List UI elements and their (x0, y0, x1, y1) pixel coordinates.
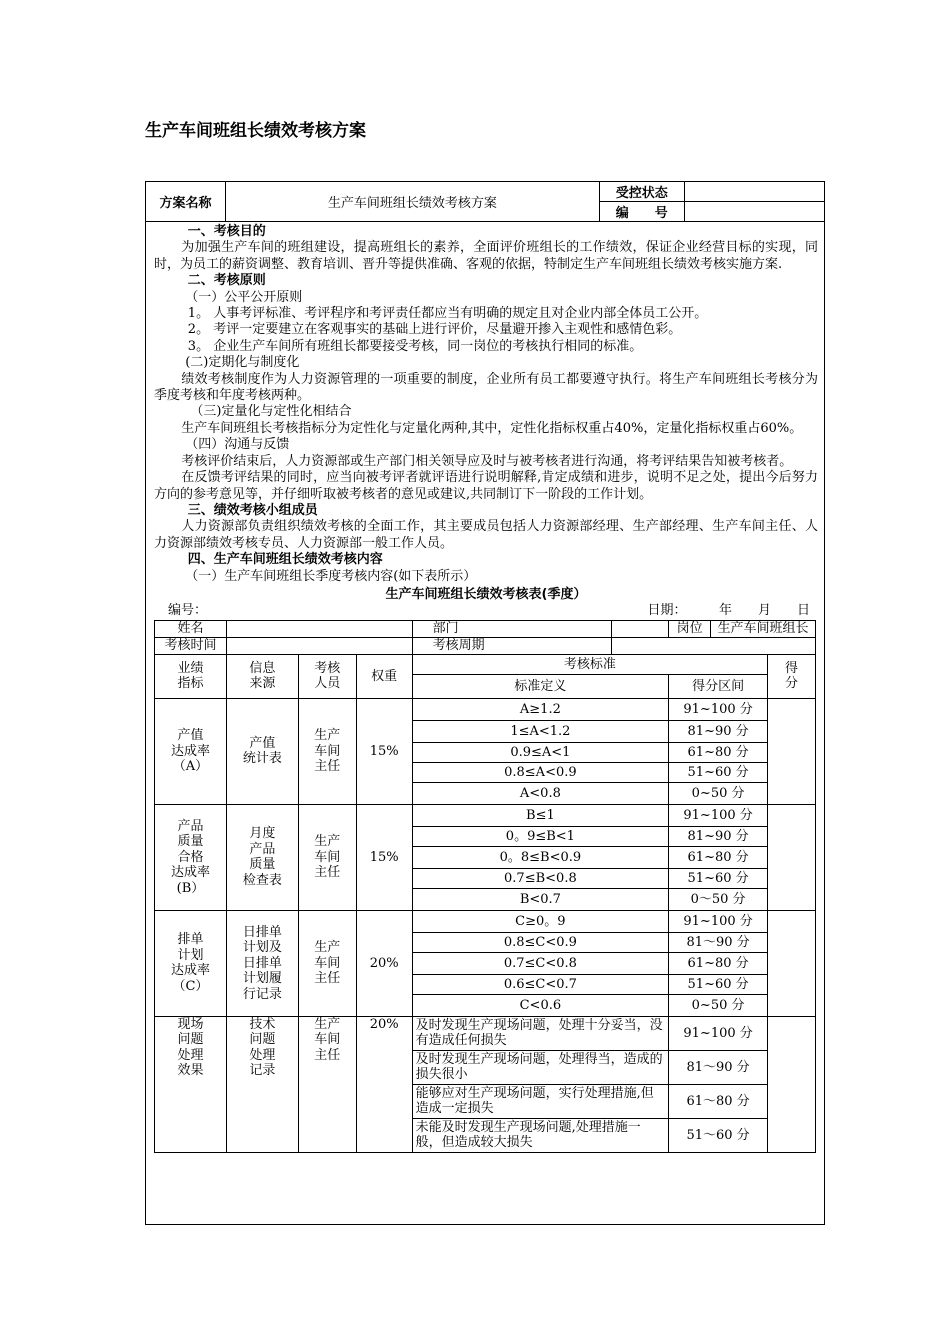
principle-2-text: 绩效考核制度作为人力资源管理的一项重要的制度，企业所有员工都要遵守执行。将生产车间班组长考核分为季度考核和年度考核两种。 (154, 371, 818, 404)
control-status-value[interactable] (684, 182, 824, 202)
score-range: 0～50 分 (669, 888, 768, 910)
score-range: 61~80 分 (669, 846, 768, 868)
standard-definition: 未能及时发现生产现场问题,处理措施一般，但造成较大损失 (412, 1118, 669, 1152)
assessor-cell: 生产 车间 主任 (298, 804, 356, 910)
standard-definition: 0.8≤C<0.9 (412, 932, 669, 952)
dept-value[interactable] (612, 620, 669, 637)
control-status-label: 受控状态 (599, 182, 684, 202)
table-row (155, 804, 816, 826)
score-range: 81～90 分 (669, 1050, 768, 1084)
table-row (155, 1016, 816, 1050)
assessment-table-title: 生产车间班组长绩效考核表(季度） (385, 586, 587, 602)
score-range: 51~60 分 (669, 868, 768, 888)
principle-3-text: 生产车间班组长考核指标分为定性化与定量化两种,其中，定性化指标权重占40%，定量化指标权重占60%。 (181, 420, 803, 436)
principle-3: （三)定量化与定性化相结合 (190, 404, 352, 420)
score-range: 81～90 分 (669, 932, 768, 952)
score-cell[interactable] (768, 698, 816, 804)
standard-definition: 0.9≤A<1 (412, 742, 669, 762)
col-score: 得 分 (768, 654, 816, 698)
standard-definition: C≥0。9 (412, 910, 669, 932)
position-label: 岗位 (669, 620, 711, 637)
section-3-title: 三、绩效考核小组成员 (187, 502, 318, 518)
time-label: 考核时间 (155, 637, 227, 654)
section-4-title: 四、生产车间班组长绩效考核内容 (187, 552, 383, 568)
score-cell[interactable] (768, 804, 816, 910)
standard-definition: B<0.7 (412, 888, 669, 910)
time-value[interactable] (226, 637, 412, 654)
name-value[interactable] (226, 620, 412, 637)
standard-definition: 及时发现生产现场问题，处理十分妥当，没有造成任何损失 (412, 1016, 669, 1050)
indicator-cell: 产值 达成率 （A） (155, 698, 227, 804)
score-range: 61~80 分 (669, 952, 768, 974)
standard-definition: B≤1 (412, 804, 669, 826)
section-1-title: 一、考核目的 (187, 224, 266, 239)
standard-definition: A<0.8 (412, 782, 669, 804)
source-cell: 产值 统计表 (226, 698, 298, 804)
indicator-cell: 产品 质量 合格 达成率 (B） (155, 804, 227, 910)
section-2-title: 二、考核原则 (187, 273, 266, 289)
principle-1-item-3: 3。 企业生产车间所有班组长都要接受考核，同一岗位的考核执行相同的标准。 (187, 338, 643, 354)
standard-definition: 0。9≤B<1 (412, 826, 669, 846)
principle-4-text-1: 考核评价结束后，人力资源部或生产部门相关领导应及时与被考核者进行沟通，将考评结果告知被考核者。 (181, 453, 793, 469)
score-range: 91~100 分 (669, 804, 768, 826)
weight-cell: 20% (356, 910, 412, 1016)
score-range: 61～80 分 (669, 1084, 768, 1118)
weight-cell: 15% (356, 698, 412, 804)
score-cell[interactable] (768, 910, 816, 1016)
col-standard: 考核标准 (412, 654, 767, 674)
score-range: 51~60 分 (669, 974, 768, 994)
position-value: 生产车间班组长 (711, 620, 816, 637)
plan-body (146, 222, 825, 1225)
period-value[interactable] (612, 637, 816, 654)
score-range: 81~90 分 (669, 826, 768, 846)
standard-definition: C<0.6 (412, 994, 669, 1016)
weight-cell: 15% (356, 804, 412, 910)
score-range: 0~50 分 (669, 994, 768, 1016)
col-range: 得分区间 (669, 674, 768, 698)
document-title: 生产车间班组长绩效考核方案 (145, 121, 366, 141)
assessor-cell: 生产 车间 主任 (298, 1016, 356, 1152)
standard-definition: A≥1.2 (412, 698, 669, 720)
col-source: 信息 来源 (226, 654, 298, 698)
score-range: 51～60 分 (669, 1118, 768, 1152)
indicator-cell: 排单 计划 达成率 （C） (155, 910, 227, 1016)
col-indicator: 业绩 指标 (155, 654, 227, 698)
table-number-label: 编号： (168, 603, 208, 619)
score-range: 0~50 分 (669, 782, 768, 804)
section-1-text: 为加强生产车间的班组建设，提高班组长的素养，全面评价班组长的工作绩效，保证企业经营目标的实现，同时，为员工的薪资调整、教育培训、晋升等提供准确、客观的依据，特制定生产车间班组长绩效考核实施方案. (154, 240, 818, 272)
plan-name-value: 生产车间班组长绩效考核方案 (226, 182, 600, 222)
assessment-table (154, 620, 816, 1153)
number-value[interactable] (684, 202, 824, 222)
number-label: 编 号 (599, 202, 684, 222)
standard-definition: 及时发现生产现场问题，处理得当，造成的损失很小 (412, 1050, 669, 1084)
standard-definition: 0.7≤C<0.8 (412, 952, 669, 974)
score-range: 51~60 分 (669, 762, 768, 782)
principle-4: （四）沟通与反馈 (185, 437, 290, 453)
table-row (155, 698, 816, 720)
assessor-cell: 生产 车间 主任 (298, 910, 356, 1016)
plan-table (145, 181, 825, 1225)
assessor-cell: 生产 车间 主任 (298, 698, 356, 804)
principle-1-item-2: 2。 考评一定要建立在客观事实的基础上进行评价，尽量避开掺入主观性和感情色彩。 (187, 322, 682, 338)
principle-2: (二)定期化与制度化 (185, 355, 300, 371)
weight-cell: 20% (356, 1016, 412, 1152)
indicator-cell: 现场 问题 处理 效果 (155, 1016, 227, 1152)
table-row (155, 910, 816, 932)
standard-definition: 0.7≤B<0.8 (412, 868, 669, 888)
score-range: 91~100 分 (669, 1016, 768, 1050)
standard-definition: 0.6≤C<0.7 (412, 974, 669, 994)
name-label: 姓名 (155, 620, 227, 637)
score-range: 91~100 分 (669, 910, 768, 932)
principle-1: （一）公平公开原则 (185, 289, 303, 305)
col-definition: 标准定义 (412, 674, 669, 698)
period-label: 考核周期 (412, 637, 612, 654)
plan-name-label: 方案名称 (146, 182, 226, 222)
score-cell[interactable] (768, 1016, 816, 1152)
score-range: 81~90 分 (669, 720, 768, 742)
table-date-label: 日期： 年 月 日 (647, 603, 810, 619)
standard-definition: 0.8≤A<0.9 (412, 762, 669, 782)
standard-definition: 0。8≤B<0.9 (412, 846, 669, 868)
standard-definition: 1≤A<1.2 (412, 720, 669, 742)
principle-4-text-2: 在反馈考评结果的同时，应当向被考评者就评语进行说明解释,肯定成绩和进步，说明不足之处，提出今后努力方向的参考意见等，并仔细听取被考核者的意见或建议,共同制订下一阶段的工作计划。 (154, 470, 818, 502)
source-cell: 技术 问题 处理 记录 (226, 1016, 298, 1152)
standard-definition: 能够应对生产现场问题，实行处理措施,但造成一定损失 (412, 1084, 669, 1118)
principle-1-item-1: 1。 人事考评标准、考评程序和考评责任都应当有明确的规定且对企业内部全体员工公开。 (187, 306, 708, 322)
score-range: 91~100 分 (669, 698, 768, 720)
source-cell: 日排单 计划及 日排单 计划履 行记录 (226, 910, 298, 1016)
section-4-subtitle: （一）生产车间班组长季度考核内容(如下表所示） (185, 568, 477, 584)
col-weight: 权重 (356, 654, 412, 698)
section-3-text: 人力资源部负责组织绩效考核的全面工作，其主要成员包括人力资源部经理、生产部经理、生产车间主任、人力资源部绩效考核专员、人力资源部一般工作人员。 (154, 519, 818, 551)
dept-label: 部门 (412, 620, 612, 637)
source-cell: 月度 产品 质量 检查表 (226, 804, 298, 910)
col-assessor: 考核 人员 (298, 654, 356, 698)
score-range: 61~80 分 (669, 742, 768, 762)
